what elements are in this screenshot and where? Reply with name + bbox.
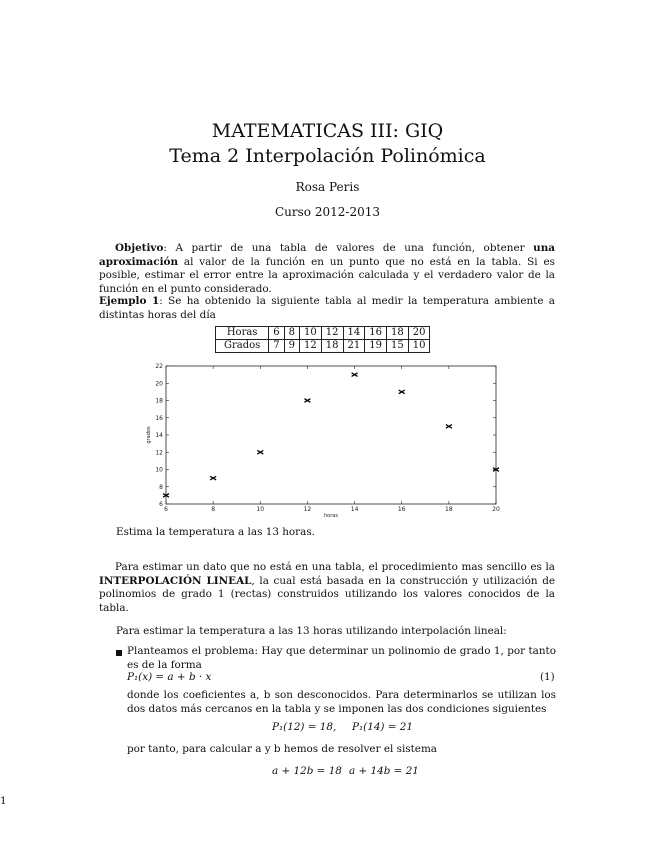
x-tick-label: 18 <box>445 506 453 513</box>
y-tick-label: 12 <box>155 449 163 457</box>
linear-bold: INTERPOLACIÓN LINEAL <box>99 574 252 587</box>
equation-1-number: (1) <box>540 671 555 683</box>
method-intro: Para estimar la temperatura a las 13 horas utilizando interpolación lineal: <box>116 625 507 637</box>
estimate-text: Estima la temperatura a las 13 horas. <box>116 526 315 538</box>
bullet-text: Planteamos el problema: Hay que determinar un polinomio de grado 1, por tanto es de la forma <box>127 645 556 671</box>
data-point <box>352 373 358 377</box>
scatter-plot-svg <box>140 360 520 520</box>
example-text: : Se ha obtenido la siguiente tabla al medir la temperatura ambiente a distintas horas del día <box>99 295 555 321</box>
x-tick-label: 12 <box>303 506 312 513</box>
y-tick-label: 10 <box>155 466 163 474</box>
linear-paragraph <box>99 561 555 615</box>
doc-title-line1: MATEMATICAS III: GIQ <box>211 120 444 142</box>
equation-2b: P₁(14) = 21 <box>352 721 414 733</box>
equation-2a: P₁(12) = 18, <box>272 721 337 733</box>
y-tick-label: 8 <box>159 483 163 491</box>
table-cell: 20 <box>408 327 430 340</box>
bullet-marker <box>116 650 122 656</box>
x-tick-label: 20 <box>492 506 500 513</box>
table-cell: 19 <box>365 340 387 353</box>
data-point <box>446 425 452 429</box>
table-cell: 16 <box>365 327 387 340</box>
author: Rosa Peris <box>295 180 360 194</box>
y-tick-label: 22 <box>155 363 163 370</box>
objective-bold: una aproximación <box>99 242 555 268</box>
table-row-grados <box>216 340 430 353</box>
table-cell: 12 <box>321 327 343 340</box>
y-axis-label: grados <box>146 426 152 444</box>
table-cell: 6 <box>269 327 284 340</box>
table-cell: 18 <box>386 327 408 340</box>
table-cell: 8 <box>284 327 299 340</box>
data-point <box>399 390 405 394</box>
example-paragraph <box>99 295 555 322</box>
table-cell: 9 <box>284 340 299 353</box>
table-row-horas <box>216 327 430 340</box>
table-cell: 21 <box>343 340 365 353</box>
plot-frame <box>166 366 496 504</box>
table-cell: 10 <box>300 327 322 340</box>
table-cell: 15 <box>386 340 408 353</box>
linear-text2: , la cual está basada en la construcción y utilización de polinomios de grado 1 (rectas) construidos utilizando los valores conocidos de la tabla. <box>99 574 555 614</box>
y-tick-label: 16 <box>155 414 163 422</box>
example-label: Ejemplo 1 <box>99 295 160 307</box>
scatter-plot <box>140 360 520 524</box>
y-tick-label: 14 <box>155 432 163 439</box>
y-tick-label: 20 <box>155 380 163 388</box>
y-tick-label: 6 <box>159 501 163 508</box>
x-tick-label: 6 <box>164 506 168 513</box>
data-point <box>257 450 263 454</box>
table-cell: 7 <box>269 340 284 353</box>
equation-3a: a + 12b = 18 <box>272 765 342 777</box>
bullet-text3: por tanto, para calcular a y b hemos de resolver el sistema <box>127 743 437 755</box>
page-number: 1 <box>0 795 7 807</box>
bullet-text2: donde los coeficientes a, b son desconocidos. Para determinarlos se utilizan los dos datos más cercanos en la tabla y se imponen las dos condiciones siguientes <box>127 689 556 715</box>
objective-paragraph <box>99 242 555 296</box>
data-point <box>210 476 216 480</box>
data-point <box>304 399 310 403</box>
x-tick-label: 16 <box>397 506 406 513</box>
doc-title-line2: Tema 2 Interpolación Polinómica <box>169 145 486 167</box>
table-row-label: Horas <box>216 327 269 340</box>
table-cell: 18 <box>321 340 343 353</box>
x-tick-label: 14 <box>350 506 359 513</box>
objective-text1: : A partir de una tabla de valores de una función, obtener <box>163 242 534 254</box>
y-tick-label: 18 <box>155 397 163 405</box>
objective-label: Objetivo <box>115 242 164 254</box>
objective-text2: al valor de la función en un punto que no está en la tabla. Si es posible, estimar el error entre la aproximación calculada y el verdadero valor de la función en el punto considerado. <box>99 255 555 295</box>
data-table <box>215 326 430 353</box>
equation-1: P₁(x) = a + b · x <box>127 671 212 683</box>
table-cell: 10 <box>408 340 430 353</box>
linear-text1: Para estimar un dato que no está en una tabla, el procedimiento mas sencillo es la <box>115 561 555 573</box>
x-tick-label: 8 <box>211 506 216 513</box>
table-cell: 14 <box>343 327 365 340</box>
equation-3b: a + 14b = 21 <box>349 765 419 777</box>
x-tick-label: 10 <box>256 506 265 513</box>
x-axis-label: horas <box>324 513 338 519</box>
table-row-label: Grados <box>216 340 269 353</box>
course: Curso 2012-2013 <box>275 205 380 219</box>
table-cell: 12 <box>300 340 322 353</box>
